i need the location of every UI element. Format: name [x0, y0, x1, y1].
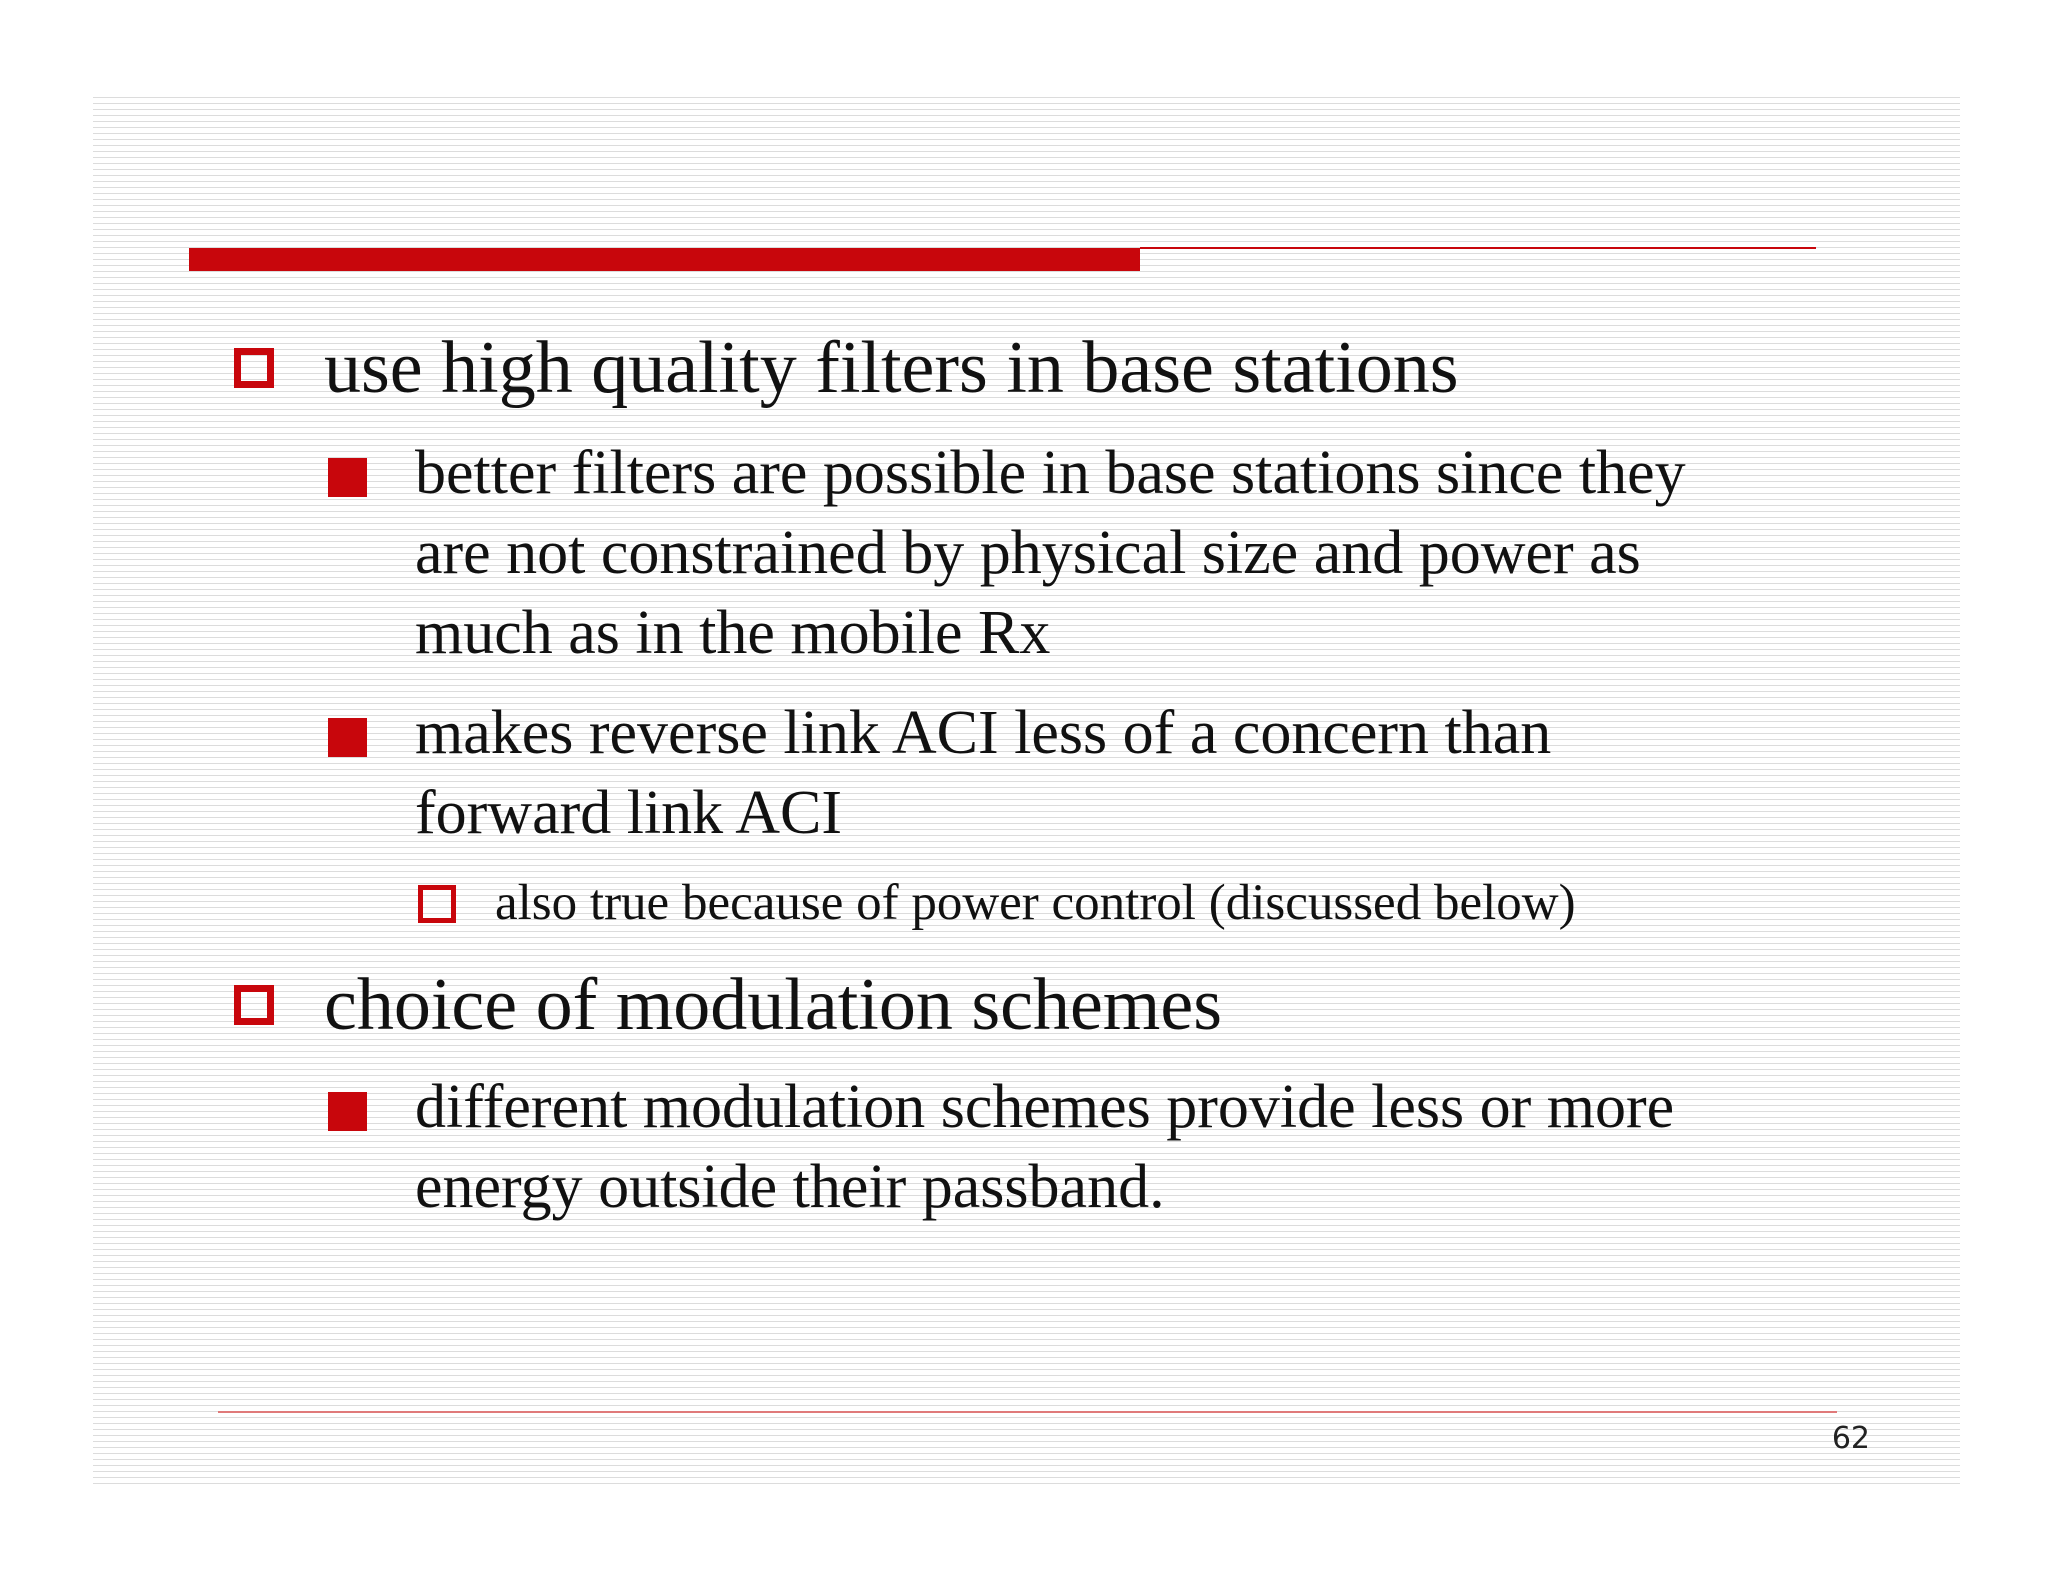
bullet-text: also true because of power control (discussed below)	[495, 875, 1576, 931]
footer-divider	[218, 1411, 1837, 1413]
bullet-text-line-2: forward link ACI	[415, 779, 843, 847]
title-accent-bar	[189, 248, 1140, 271]
bullet-text-line-2: are not constrained by physical size and power as	[415, 519, 1641, 587]
filled-square-icon	[328, 718, 367, 757]
hollow-square-icon	[234, 348, 274, 388]
bullet-text: choice of modulation schemes	[324, 964, 1223, 1046]
filled-square-icon	[328, 1092, 367, 1131]
hollow-square-icon	[418, 885, 456, 923]
bullet-text: use high quality filters in base stations	[324, 327, 1459, 409]
hollow-square-icon	[234, 985, 274, 1025]
bullet-text-line-1: different modulation schemes provide less or more	[415, 1073, 1675, 1141]
bullet-text-line-2: energy outside their passband.	[415, 1153, 1165, 1221]
page-number: 62	[1831, 1421, 1870, 1456]
filled-square-icon	[328, 458, 367, 497]
title-accent-line	[1140, 247, 1816, 249]
bullet-text-line-1: makes reverse link ACI less of a concern than	[415, 699, 1552, 767]
slide-background	[93, 97, 1960, 1489]
bullet-text-line-1: better filters are possible in base stations since they	[415, 439, 1686, 507]
bullet-text-line-3: much as in the mobile Rx	[415, 599, 1051, 667]
